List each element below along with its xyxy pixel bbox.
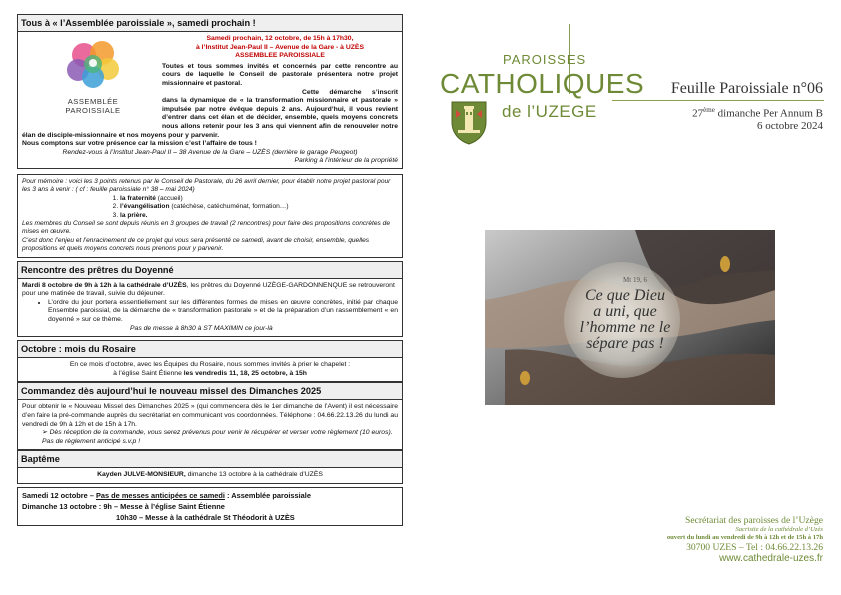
section-header-pretres: Rencontre des prêtres du Doyenné: [17, 261, 403, 279]
schedule-line3: 10h30 – Messe à la cathédrale St Théodorit à UZÈS: [116, 512, 295, 522]
bapteme-line: Kayden JULVE-MONSIEUR, dimanche 13 octobre à la cathédrale d’UZÈS: [97, 471, 323, 479]
list-item: • L’ordre du jour portera essentiellement sur les différentes formes de mises en œuvre concrètes, initié par chaque Ensemble paroissial, de la démarche de « transformation pastorale » et de la préparation d’un rassemblement « en doyenné » sur ce thème.: [48, 299, 398, 325]
liturgical-date: 27ème dimanche Per Annum B 6 octobre 2024: [692, 106, 823, 132]
left-column: [17, 14, 403, 526]
quote-line: sépare pas !: [586, 335, 664, 352]
pretres-lead: Mardi 8 octobre de 9h à 12h à la cathédrale d’UZÈS, les prêtres du Doyenné UZÈGE-GARDONNENQUE se retrouveront pour une matinée de travail, suivie du déjeuner.: [22, 281, 395, 298]
secretariat-block: [583, 515, 823, 565]
feuille-title: Feuille Paroissiale n°06: [670, 80, 823, 97]
schedule-line1: Samedi 12 octobre – Pas de messes anticipées ce samedi : Assemblée paroissiale: [22, 490, 311, 500]
list-item: 1. la fraternité (accueil): [120, 195, 398, 203]
schedule-line2: Dimanche 13 octobre : 9h – Messe à l’église Saint Étienne: [22, 501, 225, 511]
rosaire-line2: à l’église Saint Étienne les vendredis 11, 18, 25 octobre, à 15h: [113, 369, 307, 377]
brand-bot: de l’UZEGE: [502, 102, 597, 121]
memo-intro: Pour mémoire : voici les 3 points retenus par le Conseil de Pastorale, du 26 avril dernier, pour établir notre projet pastoral pour les 3 ans à venir : ( cf : feuille paroissiale n° 38 – mai 2024): [22, 177, 391, 194]
assemblee-title: ASSEMBLEE PAROISSIALE: [235, 52, 325, 60]
assemblee-logo-text: ASSEMBLÉE PAROISSIALE: [65, 97, 121, 115]
section-missel: [17, 400, 403, 450]
section-header-rosaire: Octobre : mois du Rosaire: [17, 340, 403, 358]
section-assemblee: [17, 32, 403, 169]
arrow-icon: ➢: [42, 429, 48, 437]
pretres-note: Pas de messe à 8h30 à ST MAXIMIN ce jour-là: [130, 324, 273, 332]
assemblee-date: Samedi prochain, 12 octobre, de 15h à 17h30,: [206, 35, 354, 42]
memo-para1: Les membres du Conseil se sont depuis réunis en 3 groupes de travail (2 rencontres) pour faire des propositions concrètes de mises en œuvre.: [22, 219, 390, 236]
brand-mid: CATHOLIQUES: [440, 68, 645, 99]
memo-list: [112, 195, 398, 220]
quote-reference: Mt 19, 6: [623, 276, 647, 284]
list-item: 2. l’évangélisation (catéchèse, catéchuménat, formation…): [120, 203, 398, 211]
rosaire-line1: En ce mois d’octobre, avec les Équipes du Rosaire, nous sommes invités à prier le chapelet :: [69, 361, 351, 369]
assemblee-para1: Toutes et tous sommes invités et concernés par cette rencontre au cours de laquelle le Conseil de pastorale présentera notre projet missionnaire et pastoral.: [162, 62, 398, 87]
missel-arrow-item: ➢ Dès réception de la commande, vous serez prévenus pour venir le récupérer et verser votre règlement (10 euros). Pas de règlement anticipé s.v.p !: [42, 429, 393, 445]
section-rosaire: [17, 358, 403, 382]
section-header-assemblee: Tous à « l’Assemblée paroissiale », samedi prochain !: [17, 14, 403, 32]
secretariat-sacristie: Sacristie de la cathédrale d’Uzès: [735, 526, 823, 533]
secretariat-title: Secrétariat des paroisses de l’Uzège: [685, 515, 823, 526]
website-link[interactable]: www.cathedrale-uzes.fr: [719, 553, 823, 564]
section-pretres: [17, 279, 403, 338]
schedule-box: [17, 487, 403, 526]
assemblee-para2: Cette démarche s’inscrit dans la dynamique de « la transformation missionnaire et pastorale » impulsée par notre évêque depuis 2 ans. Aujourd’hui, il vous revient d’entrer dans cet élan et de décider, ensemble, quels moyens concrets nous allons retenir pour les 3 ans qui viennent afin de renouveler notre élan de disciple-missionnaire et nos moyens pour y parvenir.: [22, 88, 398, 139]
quote-line: Ce que Dieu: [585, 287, 665, 304]
missel-para: Pour obtenir le « Nouveau Missel des Dimanches 2025 » (qui commencera dès le 1er dimanche de l’Avent) il est nécessaire d’en faire la pré-commande auprès du secrétariat en communicant vos coordonnées. Téléphone : 04.66.22.13.26 du lundi au vendredi de 9h à 12h et de 15h à 17h.: [22, 403, 398, 428]
memo-para2: C’est donc l’enjeu et l’enracinement de ce projet qui vous sera présenté ce samedi, avant de choisir, ensemble, quelles propositions et quels moyens concrets nous prenons pour y parvenir.: [22, 236, 370, 253]
rendez-vous: Rendez-vous à l’Institut Jean-Paul II – 38 Avenue de la Gare – UZÈS (derrière le garage Peugeot): [62, 148, 358, 156]
assemblee-logo: [22, 35, 162, 125]
uzege-shield-icon: [450, 100, 488, 146]
section-header-missel: Commandez dès aujourd’hui le nouveau missel des Dimanches 2025: [17, 382, 403, 400]
list-item: 3. la prière.: [120, 212, 398, 220]
parking: Parking à l’intérieur de la propriété: [294, 157, 398, 165]
section-bapteme: [17, 468, 403, 484]
secretariat-address: 30700 UZES – Tel : 04.66.22.13.26: [686, 542, 823, 553]
brand-divider-horizontal: [612, 100, 824, 101]
memo-box: [17, 174, 403, 258]
brand-top: PAROISSES: [503, 52, 587, 67]
assemblee-place: à l’Institut Jean-Paul II – Avenue de la Gare - à UZÈS: [196, 43, 364, 51]
quote-line: l’homme ne le: [579, 319, 671, 336]
assemblee-para3: Nous comptons sur votre présence car la mission c’est l’affaire de tous !: [22, 140, 257, 148]
secretariat-hours: ouvert du lundi au vendredi de 9h à 12h et de 15h à 17h: [666, 534, 823, 541]
hands-photo: [485, 230, 775, 405]
quote-line: a uni, que: [593, 303, 657, 320]
section-header-bapteme: Baptême: [17, 450, 403, 468]
pretres-bullets: [48, 299, 398, 325]
assemblee-logo-icon: [62, 37, 124, 93]
